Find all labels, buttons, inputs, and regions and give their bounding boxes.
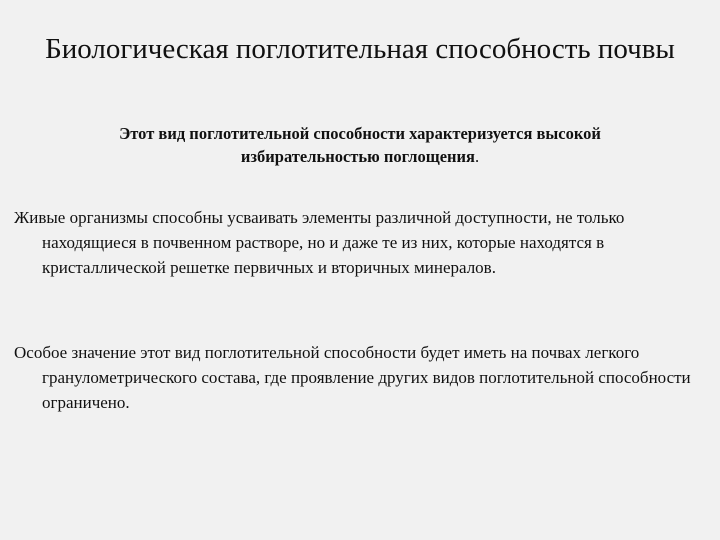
paragraph-living-organisms: Живые организмы способны усваивать элементы различной доступности, не только находящиеся в почвенном растворе, но и даже те из них, которые находятся в кристаллической решетке первичных и вторичных минералов. (14, 208, 625, 277)
paragraph-special-significance: Особое значение этот вид поглотительной способности будет иметь на почвах легкого гранулометрического состава, где проявление других видов поглотительной способности ограничено. (14, 343, 691, 412)
subtitle-period: . (474, 147, 480, 166)
slide-subtitle (50, 122, 670, 168)
slide-title: Биологическая поглотительная способность почвы (45, 33, 675, 66)
subtitle-text: Этот вид поглотительной способности характеризуется высокой избирательностью поглощения (119, 124, 601, 166)
